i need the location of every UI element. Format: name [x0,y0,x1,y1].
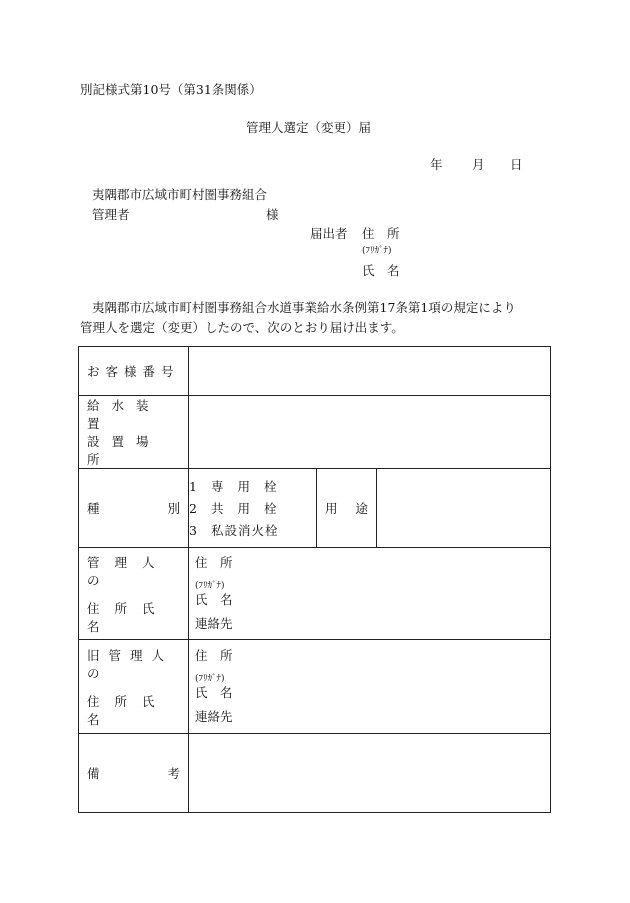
manager-contact-label: 連絡先 [195,616,233,631]
addressee-honorific: 様 [266,207,279,222]
manager-label-1: 管理人の [87,554,170,588]
manager-name-label: 氏 名 [195,592,233,607]
body-line-1: 夷隅郡市広域市町村圏事務組合水道事業給水条例第17条第1項の規定により [92,300,516,315]
body-line-2: 管理人を選定（変更）したので、次のとおり届け出ます。 [80,320,404,335]
remarks-label-1: 備 [87,766,100,781]
applicant-label: 届出者 [310,226,348,241]
type-option-number: 2 [189,500,197,516]
type-option[interactable] [189,519,316,541]
type-option-number: 1 [189,478,197,494]
row-remarks [79,734,551,813]
type-option-number: 3 [189,522,197,538]
device-location-field[interactable] [189,396,551,469]
row-manager [79,548,551,640]
date-month: 月 [472,157,485,172]
device-location-label-cell [79,396,189,469]
old-manager-label-cell [79,640,189,734]
notification-form-table [78,346,551,813]
type-label-2: 別 [167,501,180,516]
date-day: 日 [510,157,523,172]
type-option[interactable] [189,497,316,519]
usage-label-2: 途 [355,501,368,516]
customer-number-label [87,362,180,380]
manager-furigana: (ﾌﾘｶﾞﾅ) [195,581,225,591]
row-type [79,469,551,548]
applicant-name-label: 氏 名 [362,263,400,278]
usage-label-1: 用 [325,501,338,516]
manager-address-label: 住 所 [195,555,233,570]
device-location-label-2: 設置場所 [87,434,161,467]
old-manager-field[interactable] [189,640,551,734]
row-old-manager [79,640,551,734]
row-customer-number [79,347,551,396]
type-option-label: 私設消火栓 [211,523,279,538]
addressee-organization: 夷隅郡市広域市町村圏事務組合 [92,187,268,202]
manager-field[interactable] [189,548,551,640]
old-manager-label-2: 住所氏名 [87,693,170,727]
customer-number-label-cell [79,347,189,396]
date-year: 年 [430,157,443,172]
addressee-role: 管理者 [92,207,130,222]
page-title: 管理人選定（変更）届 [246,120,372,135]
old-manager-address-label: 住 所 [195,648,233,663]
old-manager-contact-label: 連絡先 [195,709,233,724]
old-manager-label-1: 旧管理人の [87,647,174,681]
old-manager-name-label: 氏 名 [195,685,233,700]
type-label-cell [79,469,189,548]
remarks-label-cell [79,734,189,813]
manager-label-cell [79,548,189,640]
usage-field[interactable] [377,469,551,548]
remarks-label-2: 考 [167,766,180,781]
type-option-label: 専用栓 [211,479,291,494]
manager-label-2: 住所氏名 [87,600,170,634]
applicant-address-label: 住 所 [362,226,400,241]
usage-label-cell [317,469,377,548]
type-label-1: 種 [87,501,100,516]
customer-number-label-text: お客様番号 [87,364,180,379]
remarks-field[interactable] [189,734,551,813]
customer-number-field[interactable] [189,347,551,396]
form-number: 別記様式第10号（第31条関係） [80,82,262,97]
type-option[interactable] [189,475,316,497]
old-manager-furigana: (ﾌﾘｶﾞﾅ) [195,674,225,684]
type-options-cell [189,469,317,548]
type-option-label: 共用栓 [211,501,291,516]
device-location-label-1: 給水装置 [87,398,161,431]
applicant-furigana: (ﾌﾘｶﾞﾅ) [362,246,392,256]
row-device-location [79,396,551,469]
